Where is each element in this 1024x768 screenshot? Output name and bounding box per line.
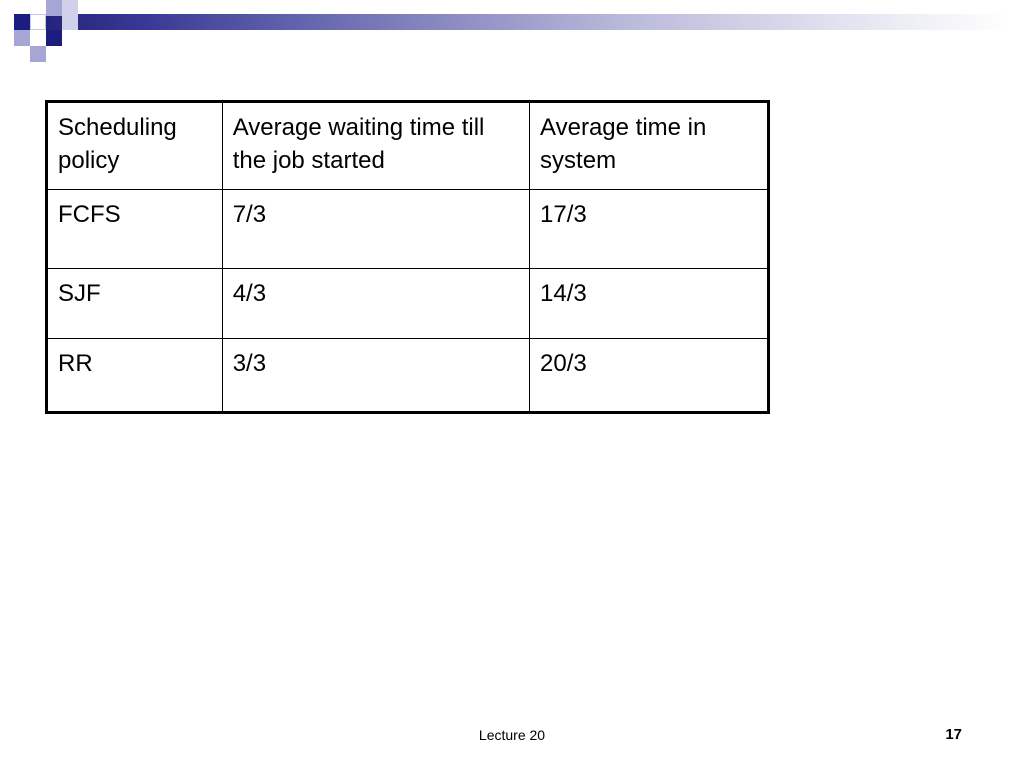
- decor-square-icon: [14, 30, 30, 46]
- decor-square-icon: [30, 46, 46, 62]
- table-row: [47, 339, 769, 413]
- decor-square-icon: [14, 14, 30, 30]
- table-cell: SJF: [47, 269, 223, 339]
- decor-square-icon: [46, 0, 62, 16]
- table-cell: 17/3: [530, 190, 769, 269]
- table-cell: 7/3: [222, 190, 529, 269]
- scheduling-comparison-table: [45, 100, 770, 414]
- table-header-cell: Scheduling policy: [47, 102, 223, 190]
- table-cell: RR: [47, 339, 223, 413]
- decor-square-icon: [62, 14, 78, 30]
- header-gradient-band: [30, 14, 1010, 30]
- table-cell: 4/3: [222, 269, 529, 339]
- footer-label: Lecture 20: [478, 727, 546, 743]
- table-row: [47, 269, 769, 339]
- table-header-row: [47, 102, 769, 190]
- page-number: 17: [945, 726, 962, 743]
- decor-square-icon: [46, 30, 62, 46]
- table-row: [47, 190, 769, 269]
- table-cell: 14/3: [530, 269, 769, 339]
- table-cell: FCFS: [47, 190, 223, 269]
- decor-square-icon: [30, 14, 46, 30]
- table-cell: 3/3: [222, 339, 529, 413]
- table-header-cell: Average time in system: [530, 102, 769, 190]
- table-header-cell: Average waiting time till the job started: [222, 102, 529, 190]
- table-cell: 20/3: [530, 339, 769, 413]
